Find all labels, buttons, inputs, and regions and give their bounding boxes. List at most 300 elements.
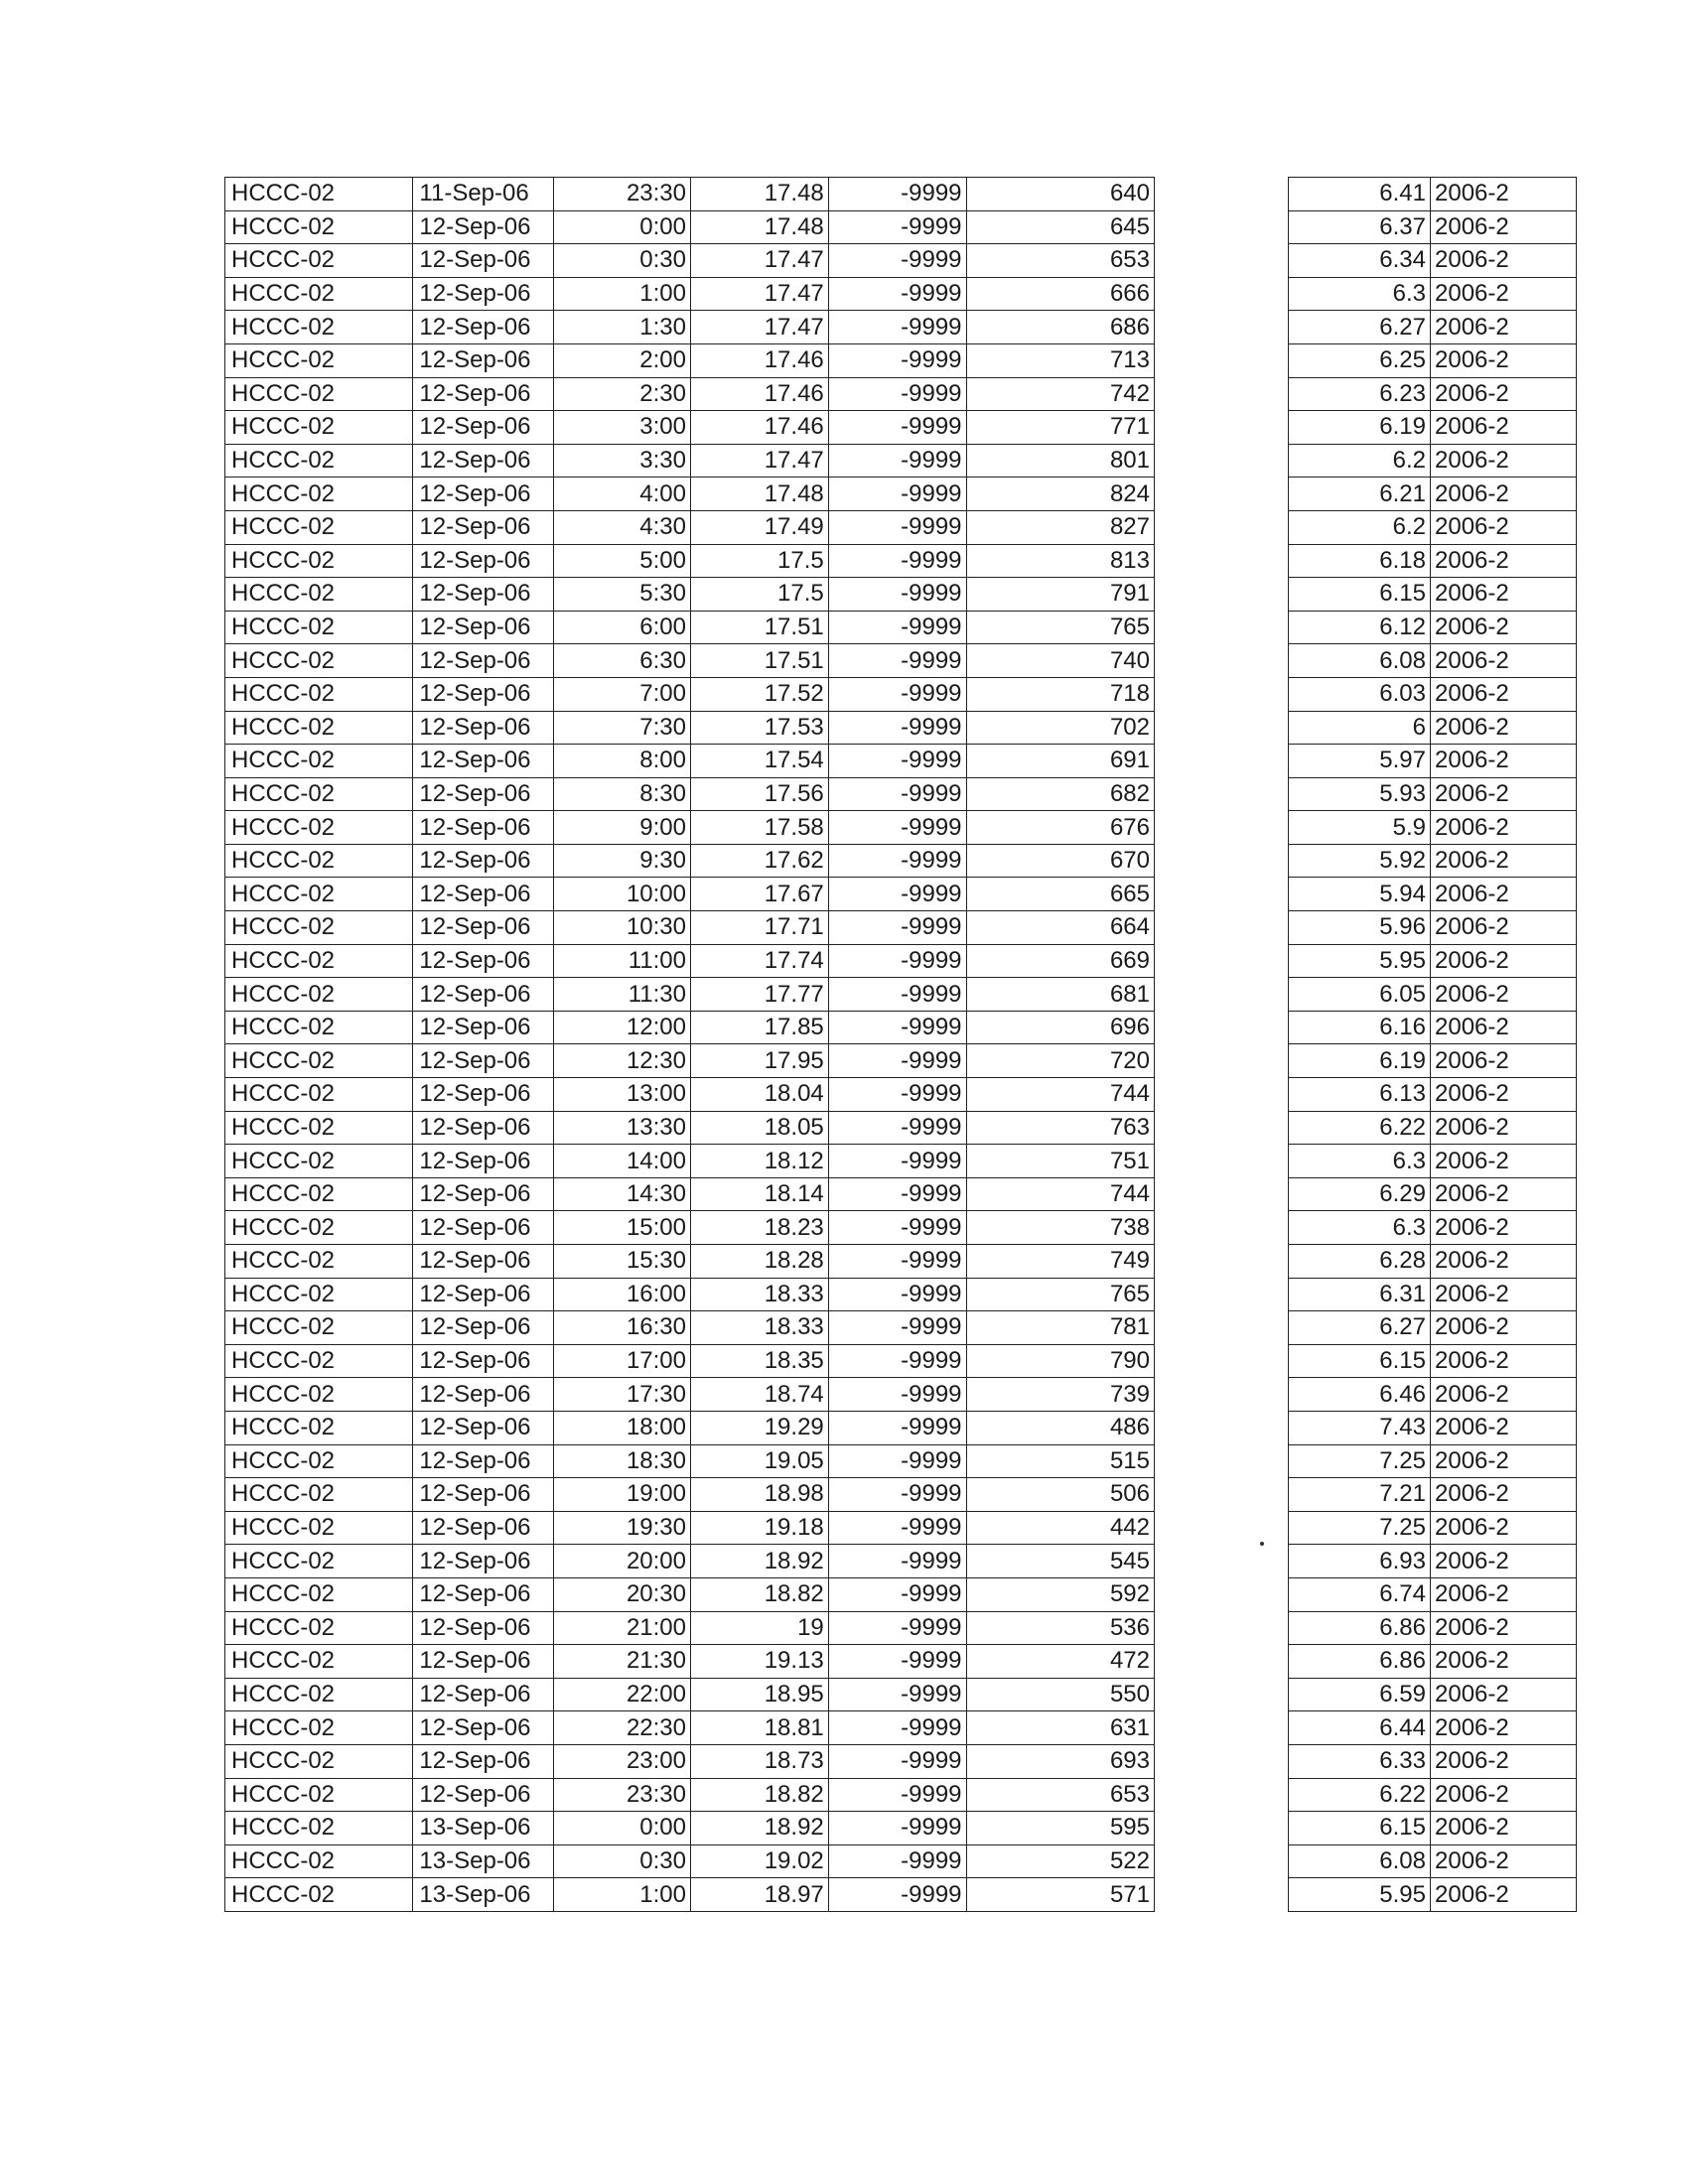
- cell-v2: -9999: [828, 711, 966, 745]
- table-row: [225, 611, 1155, 644]
- table-row: [1289, 1411, 1577, 1444]
- table-row: [1289, 1044, 1577, 1078]
- table-row: [225, 311, 1155, 344]
- cell-v1: 18.95: [691, 1678, 829, 1711]
- cell-batch-id: 2006-2: [1431, 911, 1577, 945]
- cell-v2: -9999: [828, 1645, 966, 1679]
- cell-batch-id: 2006-2: [1431, 1311, 1577, 1345]
- cell-site: HCCC-02: [225, 411, 413, 445]
- table-row: [1289, 411, 1577, 445]
- cell-batch-id: 2006-2: [1431, 1211, 1577, 1245]
- cell-v2: -9999: [828, 277, 966, 311]
- table-row: [1289, 711, 1577, 745]
- cell-site: HCCC-02: [225, 978, 413, 1012]
- table-row: [1289, 1011, 1577, 1044]
- cell-v3: 801: [966, 444, 1154, 478]
- cell-batch-id: 2006-2: [1431, 510, 1577, 544]
- cell-v3: 765: [966, 611, 1154, 644]
- cell-time: 9:30: [554, 844, 691, 878]
- cell-time: 5:30: [554, 578, 691, 612]
- cell-time: 6:30: [554, 644, 691, 678]
- table-row: [1289, 1111, 1577, 1145]
- cell-time: 17:30: [554, 1378, 691, 1412]
- cell-time: 17:00: [554, 1344, 691, 1378]
- cell-value: 6.2: [1289, 510, 1431, 544]
- cell-site: HCCC-02: [225, 677, 413, 711]
- table-row: [225, 1378, 1155, 1412]
- table-row: [225, 811, 1155, 845]
- cell-v1: 18.33: [691, 1311, 829, 1345]
- cell-v2: -9999: [828, 343, 966, 377]
- cell-v1: 18.92: [691, 1545, 829, 1578]
- cell-v2: -9999: [828, 811, 966, 845]
- cell-value: 6.44: [1289, 1711, 1431, 1745]
- table-row: [225, 210, 1155, 244]
- cell-date: 12-Sep-06: [413, 911, 554, 945]
- cell-time: 10:00: [554, 878, 691, 911]
- cell-time: 19:30: [554, 1511, 691, 1545]
- cell-batch-id: 2006-2: [1431, 1744, 1577, 1778]
- cell-v3: 751: [966, 1145, 1154, 1178]
- table-row: [225, 277, 1155, 311]
- cell-batch-id: 2006-2: [1431, 711, 1577, 745]
- table-row: [225, 711, 1155, 745]
- cell-v2: -9999: [828, 1577, 966, 1611]
- cell-v2: -9999: [828, 1145, 966, 1178]
- cell-v2: -9999: [828, 1111, 966, 1145]
- cell-v1: 17.47: [691, 444, 829, 478]
- cell-time: 20:30: [554, 1577, 691, 1611]
- cell-batch-id: 2006-2: [1431, 1245, 1577, 1279]
- cell-v2: -9999: [828, 1177, 966, 1211]
- cell-value: 6.59: [1289, 1678, 1431, 1711]
- cell-v1: 18.82: [691, 1778, 829, 1812]
- data-table-side: [1288, 177, 1577, 1912]
- cell-date: 12-Sep-06: [413, 578, 554, 612]
- cell-v1: 17.51: [691, 644, 829, 678]
- table-row: [1289, 911, 1577, 945]
- cell-date: 12-Sep-06: [413, 978, 554, 1012]
- cell-batch-id: 2006-2: [1431, 578, 1577, 612]
- cell-v3: 827: [966, 510, 1154, 544]
- cell-value: 6.41: [1289, 178, 1431, 211]
- table-row: [1289, 1711, 1577, 1745]
- cell-v2: -9999: [828, 1011, 966, 1044]
- cell-value: 6.15: [1289, 1812, 1431, 1845]
- table-row: [1289, 277, 1577, 311]
- cell-time: 23:00: [554, 1744, 691, 1778]
- cell-v3: 670: [966, 844, 1154, 878]
- cell-v3: 669: [966, 944, 1154, 978]
- cell-time: 7:00: [554, 677, 691, 711]
- table-row: [225, 1078, 1155, 1112]
- cell-time: 14:30: [554, 1177, 691, 1211]
- cell-value: 6: [1289, 711, 1431, 745]
- table-row: [225, 244, 1155, 278]
- cell-batch-id: 2006-2: [1431, 811, 1577, 845]
- cell-time: 1:00: [554, 1878, 691, 1912]
- table-row: [225, 844, 1155, 878]
- cell-site: HCCC-02: [225, 578, 413, 612]
- cell-v1: 18.05: [691, 1111, 829, 1145]
- table-row: [225, 1011, 1155, 1044]
- cell-value: 6.12: [1289, 611, 1431, 644]
- cell-date: 12-Sep-06: [413, 1478, 554, 1512]
- cell-v3: 645: [966, 210, 1154, 244]
- cell-value: 7.21: [1289, 1478, 1431, 1512]
- table-row: [1289, 677, 1577, 711]
- table-row: [225, 1778, 1155, 1812]
- cell-site: HCCC-02: [225, 777, 413, 811]
- cell-v1: 18.28: [691, 1245, 829, 1279]
- cell-value: 5.97: [1289, 745, 1431, 778]
- cell-date: 12-Sep-06: [413, 277, 554, 311]
- table-row: [225, 978, 1155, 1012]
- cell-value: 6.31: [1289, 1278, 1431, 1311]
- cell-time: 13:00: [554, 1078, 691, 1112]
- cell-v2: -9999: [828, 1711, 966, 1745]
- table-row: [1289, 1145, 1577, 1178]
- cell-value: 6.22: [1289, 1111, 1431, 1145]
- cell-v2: -9999: [828, 1812, 966, 1845]
- cell-value: 6.22: [1289, 1778, 1431, 1812]
- cell-site: HCCC-02: [225, 844, 413, 878]
- cell-batch-id: 2006-2: [1431, 343, 1577, 377]
- cell-time: 23:30: [554, 178, 691, 211]
- table-row: [1289, 1545, 1577, 1578]
- cell-v2: -9999: [828, 444, 966, 478]
- cell-batch-id: 2006-2: [1431, 277, 1577, 311]
- cell-site: HCCC-02: [225, 1844, 413, 1878]
- cell-v1: 18.23: [691, 1211, 829, 1245]
- table-row: [225, 1177, 1155, 1211]
- cell-time: 9:00: [554, 811, 691, 845]
- cell-v2: -9999: [828, 611, 966, 644]
- table-row: [225, 777, 1155, 811]
- cell-v3: 720: [966, 1044, 1154, 1078]
- table-row: [1289, 777, 1577, 811]
- table-row: [225, 444, 1155, 478]
- cell-batch-id: 2006-2: [1431, 544, 1577, 578]
- cell-value: 6.29: [1289, 1177, 1431, 1211]
- table-row: [1289, 944, 1577, 978]
- cell-date: 11-Sep-06: [413, 178, 554, 211]
- cell-date: 12-Sep-06: [413, 1311, 554, 1345]
- cell-date: 12-Sep-06: [413, 1245, 554, 1279]
- table-row: [1289, 478, 1577, 511]
- cell-v3: 472: [966, 1645, 1154, 1679]
- cell-value: 6.3: [1289, 1211, 1431, 1245]
- cell-batch-id: 2006-2: [1431, 1511, 1577, 1545]
- cell-site: HCCC-02: [225, 878, 413, 911]
- cell-date: 12-Sep-06: [413, 811, 554, 845]
- cell-v2: -9999: [828, 578, 966, 612]
- cell-site: HCCC-02: [225, 1511, 413, 1545]
- table-row: [225, 1145, 1155, 1178]
- cell-site: HCCC-02: [225, 1778, 413, 1812]
- cell-date: 13-Sep-06: [413, 1812, 554, 1845]
- cell-time: 20:00: [554, 1545, 691, 1578]
- cell-v1: 17.47: [691, 277, 829, 311]
- cell-site: HCCC-02: [225, 1744, 413, 1778]
- cell-time: 3:00: [554, 411, 691, 445]
- table-row: [225, 510, 1155, 544]
- cell-date: 12-Sep-06: [413, 1111, 554, 1145]
- table-row: [225, 1278, 1155, 1311]
- cell-batch-id: 2006-2: [1431, 1478, 1577, 1512]
- cell-v3: 682: [966, 777, 1154, 811]
- table-row: [1289, 844, 1577, 878]
- table-row: [1289, 1078, 1577, 1112]
- table-row: [1289, 1344, 1577, 1378]
- table-row: [1289, 1311, 1577, 1345]
- cell-site: HCCC-02: [225, 1145, 413, 1178]
- cell-v2: -9999: [828, 1278, 966, 1311]
- table-row: [1289, 611, 1577, 644]
- table-row: [1289, 1245, 1577, 1279]
- cell-batch-id: 2006-2: [1431, 878, 1577, 911]
- cell-time: 14:00: [554, 1145, 691, 1178]
- table-row: [225, 1711, 1155, 1745]
- cell-v1: 18.82: [691, 1577, 829, 1611]
- cell-batch-id: 2006-2: [1431, 1145, 1577, 1178]
- cell-value: 6.19: [1289, 1044, 1431, 1078]
- cell-v1: 17.52: [691, 677, 829, 711]
- cell-time: 12:00: [554, 1011, 691, 1044]
- cell-v3: 506: [966, 1478, 1154, 1512]
- cell-v3: 824: [966, 478, 1154, 511]
- cell-v2: -9999: [828, 1211, 966, 1245]
- cell-v1: 18.98: [691, 1478, 829, 1512]
- cell-v1: 17.67: [691, 878, 829, 911]
- table-row: [225, 1611, 1155, 1645]
- cell-time: 0:30: [554, 244, 691, 278]
- cell-v2: -9999: [828, 944, 966, 978]
- cell-v3: 738: [966, 1211, 1154, 1245]
- cell-v1: 19.13: [691, 1645, 829, 1679]
- cell-batch-id: 2006-2: [1431, 1111, 1577, 1145]
- cell-v2: -9999: [828, 1378, 966, 1412]
- cell-time: 8:00: [554, 745, 691, 778]
- cell-date: 12-Sep-06: [413, 1011, 554, 1044]
- cell-date: 12-Sep-06: [413, 644, 554, 678]
- table-row: [225, 1311, 1155, 1345]
- cell-batch-id: 2006-2: [1431, 478, 1577, 511]
- cell-value: 6.15: [1289, 1344, 1431, 1378]
- cell-v2: -9999: [828, 510, 966, 544]
- cell-date: 12-Sep-06: [413, 777, 554, 811]
- cell-date: 12-Sep-06: [413, 944, 554, 978]
- data-table-main-body: [225, 178, 1155, 1912]
- cell-v1: 18.35: [691, 1344, 829, 1378]
- cell-v3: 666: [966, 277, 1154, 311]
- table-row: [1289, 1577, 1577, 1611]
- cell-time: 13:30: [554, 1111, 691, 1145]
- cell-batch-id: 2006-2: [1431, 1611, 1577, 1645]
- cell-time: 15:30: [554, 1245, 691, 1279]
- table-row: [1289, 1844, 1577, 1878]
- cell-v2: -9999: [828, 677, 966, 711]
- table-row: [1289, 878, 1577, 911]
- cell-batch-id: 2006-2: [1431, 1844, 1577, 1878]
- cell-date: 12-Sep-06: [413, 1044, 554, 1078]
- cell-v2: -9999: [828, 878, 966, 911]
- cell-batch-id: 2006-2: [1431, 1278, 1577, 1311]
- cell-value: 6.34: [1289, 244, 1431, 278]
- cell-batch-id: 2006-2: [1431, 677, 1577, 711]
- cell-time: 21:00: [554, 1611, 691, 1645]
- table-row: [225, 911, 1155, 945]
- cell-batch-id: 2006-2: [1431, 611, 1577, 644]
- cell-site: HCCC-02: [225, 611, 413, 644]
- cell-value: 6.25: [1289, 343, 1431, 377]
- cell-v2: -9999: [828, 911, 966, 945]
- cell-v3: 676: [966, 811, 1154, 845]
- cell-date: 12-Sep-06: [413, 1577, 554, 1611]
- scan-speck: [1260, 1542, 1264, 1546]
- table-row: [225, 745, 1155, 778]
- data-table-side-body: [1289, 178, 1577, 1912]
- cell-site: HCCC-02: [225, 1812, 413, 1845]
- cell-time: 8:30: [554, 777, 691, 811]
- cell-v2: -9999: [828, 178, 966, 211]
- table-row: [1289, 978, 1577, 1012]
- cell-batch-id: 2006-2: [1431, 1011, 1577, 1044]
- cell-v1: 17.5: [691, 578, 829, 612]
- cell-v1: 18.73: [691, 1744, 829, 1778]
- cell-site: HCCC-02: [225, 1311, 413, 1345]
- cell-date: 12-Sep-06: [413, 1611, 554, 1645]
- cell-time: 10:30: [554, 911, 691, 945]
- cell-v3: 765: [966, 1278, 1154, 1311]
- cell-v2: -9999: [828, 311, 966, 344]
- cell-v3: 631: [966, 1711, 1154, 1745]
- table-row: [1289, 377, 1577, 411]
- cell-site: HCCC-02: [225, 1044, 413, 1078]
- table-row: [1289, 1278, 1577, 1311]
- cell-v3: 595: [966, 1812, 1154, 1845]
- cell-v2: -9999: [828, 1844, 966, 1878]
- cell-v1: 18.14: [691, 1177, 829, 1211]
- cell-date: 12-Sep-06: [413, 311, 554, 344]
- cell-time: 22:00: [554, 1678, 691, 1711]
- cell-time: 2:30: [554, 377, 691, 411]
- cell-v3: 749: [966, 1245, 1154, 1279]
- table-row: [1289, 1611, 1577, 1645]
- cell-site: HCCC-02: [225, 1078, 413, 1112]
- cell-v1: 17.47: [691, 311, 829, 344]
- cell-v1: 17.51: [691, 611, 829, 644]
- cell-value: 5.95: [1289, 1878, 1431, 1912]
- cell-v2: -9999: [828, 1778, 966, 1812]
- cell-v1: 18.04: [691, 1078, 829, 1112]
- cell-v3: 739: [966, 1378, 1154, 1412]
- cell-date: 13-Sep-06: [413, 1844, 554, 1878]
- cell-site: HCCC-02: [225, 1245, 413, 1279]
- cell-site: HCCC-02: [225, 1545, 413, 1578]
- table-row: [225, 178, 1155, 211]
- cell-site: HCCC-02: [225, 178, 413, 211]
- cell-v1: 17.48: [691, 210, 829, 244]
- cell-time: 16:30: [554, 1311, 691, 1345]
- table-row: [1289, 1812, 1577, 1845]
- cell-time: 0:00: [554, 1812, 691, 1845]
- table-row: [1289, 444, 1577, 478]
- cell-v2: -9999: [828, 1444, 966, 1478]
- cell-date: 12-Sep-06: [413, 711, 554, 745]
- cell-v1: 17.77: [691, 978, 829, 1012]
- cell-v2: -9999: [828, 1478, 966, 1512]
- cell-v3: 640: [966, 178, 1154, 211]
- cell-batch-id: 2006-2: [1431, 745, 1577, 778]
- cell-v2: -9999: [828, 1344, 966, 1378]
- table-row: [1289, 510, 1577, 544]
- cell-site: HCCC-02: [225, 1378, 413, 1412]
- table-row: [225, 1511, 1155, 1545]
- cell-date: 12-Sep-06: [413, 1177, 554, 1211]
- table-row: [225, 478, 1155, 511]
- cell-date: 12-Sep-06: [413, 210, 554, 244]
- cell-v1: 17.74: [691, 944, 829, 978]
- cell-date: 12-Sep-06: [413, 1378, 554, 1412]
- table-row: [225, 377, 1155, 411]
- cell-time: 3:30: [554, 444, 691, 478]
- cell-v1: 19.29: [691, 1411, 829, 1444]
- cell-batch-id: 2006-2: [1431, 1044, 1577, 1078]
- table-row: [1289, 1678, 1577, 1711]
- cell-time: 23:30: [554, 1778, 691, 1812]
- cell-site: HCCC-02: [225, 1011, 413, 1044]
- cell-v1: 17.54: [691, 745, 829, 778]
- cell-site: HCCC-02: [225, 1177, 413, 1211]
- cell-time: 22:30: [554, 1711, 691, 1745]
- cell-v2: -9999: [828, 1545, 966, 1578]
- cell-v3: 486: [966, 1411, 1154, 1444]
- cell-date: 12-Sep-06: [413, 510, 554, 544]
- cell-batch-id: 2006-2: [1431, 1577, 1577, 1611]
- cell-v1: 19.02: [691, 1844, 829, 1878]
- cell-v2: -9999: [828, 1411, 966, 1444]
- cell-v3: 545: [966, 1545, 1154, 1578]
- cell-v1: 17.71: [691, 911, 829, 945]
- cell-batch-id: 2006-2: [1431, 210, 1577, 244]
- cell-value: 6.93: [1289, 1545, 1431, 1578]
- cell-v1: 18.92: [691, 1812, 829, 1845]
- cell-site: HCCC-02: [225, 544, 413, 578]
- cell-site: HCCC-02: [225, 444, 413, 478]
- table-row: [1289, 1177, 1577, 1211]
- cell-site: HCCC-02: [225, 1711, 413, 1745]
- cell-date: 12-Sep-06: [413, 1078, 554, 1112]
- cell-batch-id: 2006-2: [1431, 178, 1577, 211]
- cell-site: HCCC-02: [225, 1478, 413, 1512]
- cell-batch-id: 2006-2: [1431, 1411, 1577, 1444]
- cell-v3: 653: [966, 244, 1154, 278]
- table-row: [225, 1645, 1155, 1679]
- cell-time: 18:00: [554, 1411, 691, 1444]
- table-row: [1289, 311, 1577, 344]
- table-row: [225, 1411, 1155, 1444]
- table-row: [225, 878, 1155, 911]
- table-row: [225, 644, 1155, 678]
- cell-batch-id: 2006-2: [1431, 844, 1577, 878]
- cell-batch-id: 2006-2: [1431, 444, 1577, 478]
- cell-date: 12-Sep-06: [413, 1444, 554, 1478]
- cell-v1: 17.46: [691, 411, 829, 445]
- cell-value: 6.08: [1289, 644, 1431, 678]
- cell-date: 12-Sep-06: [413, 1278, 554, 1311]
- table-row: [225, 1545, 1155, 1578]
